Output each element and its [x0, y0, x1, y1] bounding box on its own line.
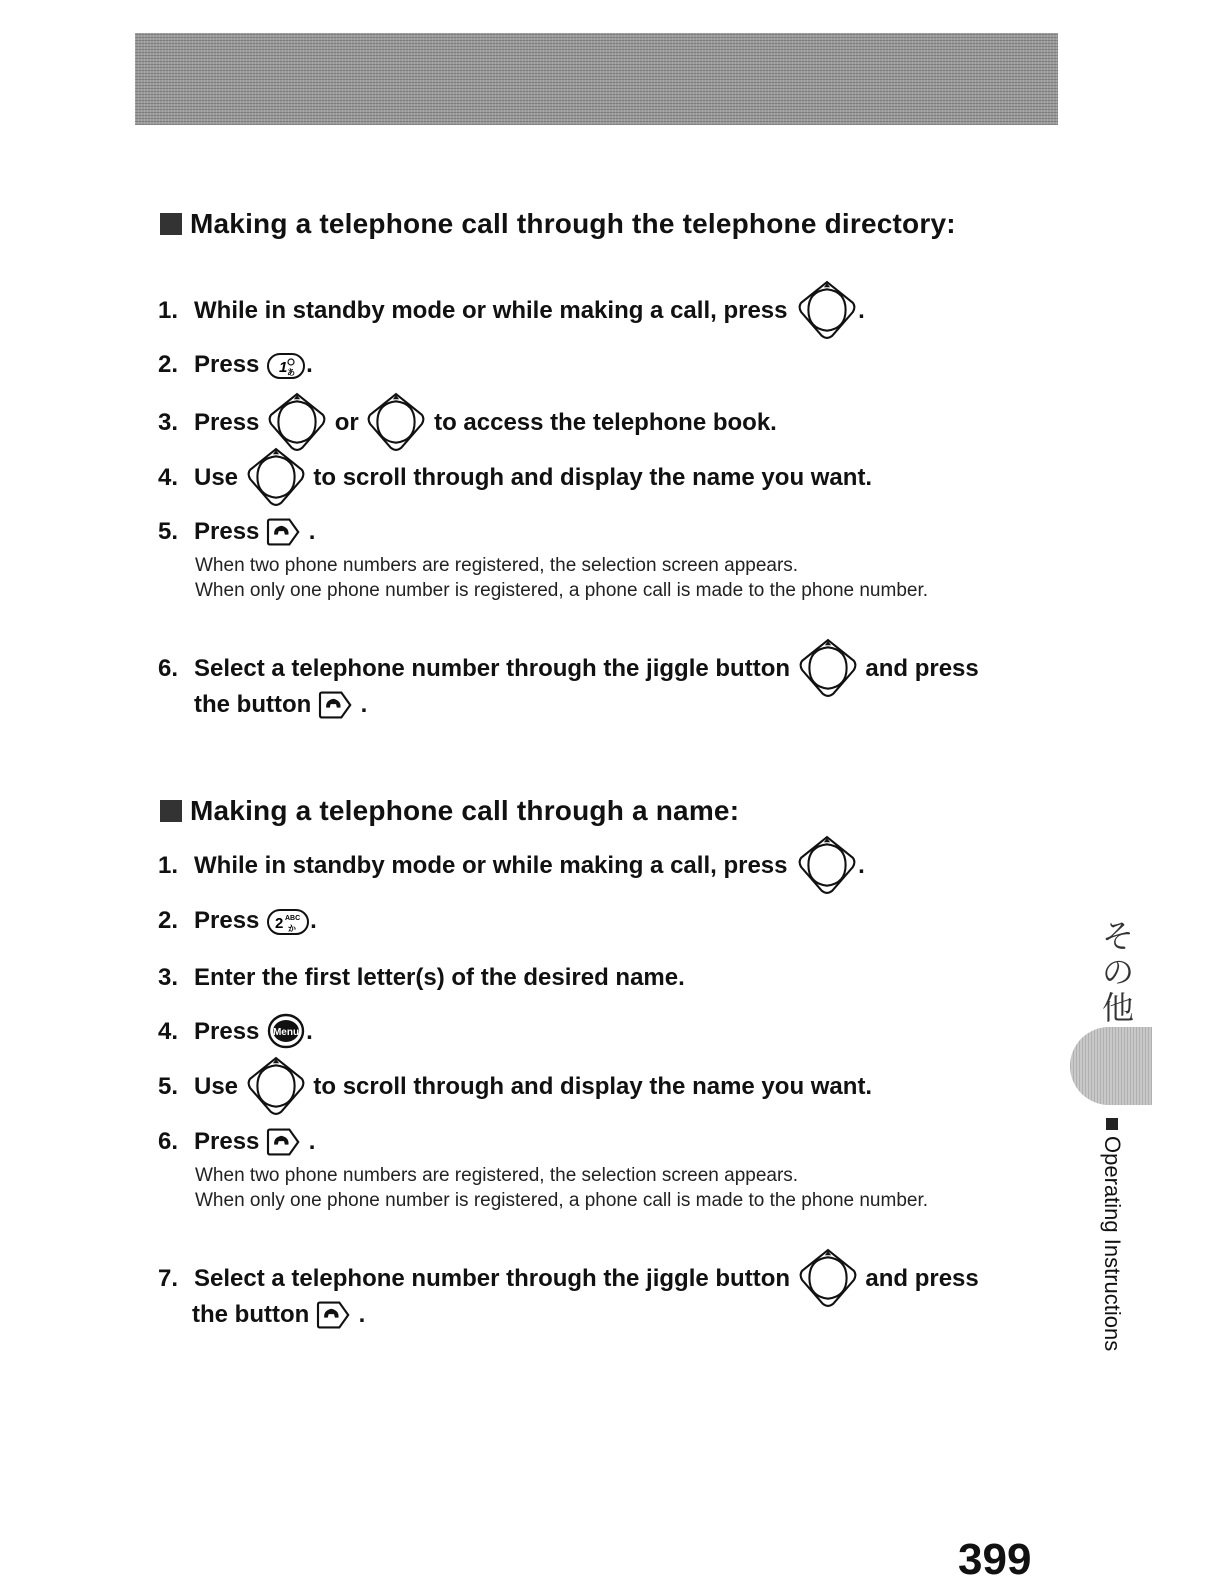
section-2-title: Making a telephone call through a name:	[160, 795, 739, 827]
svg-text:か: か	[288, 923, 297, 933]
jiggle-button-icon	[245, 1055, 307, 1117]
svg-text:1: 1	[279, 358, 288, 376]
s2-step-1: 1. While in standby mode or while making a call, press .	[158, 851, 865, 881]
bullet-square-icon	[1106, 1118, 1118, 1130]
jiggle-button-icon	[796, 834, 858, 896]
jiggle-button-icon	[797, 637, 859, 699]
s2-step-2: 2. Press 2 ABC か .	[158, 907, 317, 934]
svg-text:あ: あ	[287, 367, 296, 377]
s2-step-7-line2: the button .	[192, 1300, 365, 1330]
s2-step-6: 6. Press .	[158, 1127, 315, 1157]
s2-step-3: 3. Enter the first letter(s) of the desired name.	[158, 964, 685, 991]
s2-step-4: 4. Press Menu .	[158, 1017, 313, 1047]
sidebar-section-label: Operating Instructions	[1099, 1118, 1125, 1351]
call-key-icon	[318, 689, 354, 721]
s2-step-7: 7. Select a telephone number through the jiggle button and press	[158, 1264, 979, 1294]
s1-step-5: 5. Press .	[158, 517, 315, 547]
s1-step-4: 4. Use to scroll through and display the name you want.	[158, 463, 872, 493]
svg-text:2: 2	[275, 914, 284, 932]
bullet-square-icon	[160, 800, 182, 822]
section-1-title: Making a telephone call through the telephone directory:	[160, 208, 956, 240]
s2-step-6-note: When two phone numbers are registered, the selection screen appears. When only one phone number is registered, a phone call is made to the phone number.	[195, 1165, 929, 1211]
sidebar-japanese-label: そ の 他	[1101, 917, 1134, 1027]
sidebar-tab-marker	[1070, 1027, 1152, 1105]
s1-step-3: 3. Press or to access the telephone book.	[158, 408, 777, 438]
jiggle-up-icon	[266, 391, 328, 453]
call-key-icon	[316, 1299, 352, 1331]
svg-text:Menu: Menu	[273, 1026, 300, 1038]
jiggle-down-icon	[365, 391, 427, 453]
s1-step-5-note: When two phone numbers are registered, the selection screen appears. When only one phone number is registered, a phone call is made to the phone number.	[195, 555, 929, 601]
s1-step-1: 1. While in standby mode or while making a call, press .	[158, 296, 865, 326]
call-key-icon	[266, 516, 302, 548]
page-number: 399	[958, 1535, 1032, 1584]
header-band	[135, 33, 1058, 125]
s1-step-6-line2: the button .	[194, 690, 367, 720]
menu-key-icon	[266, 1012, 306, 1050]
jiggle-button-icon	[797, 1247, 859, 1309]
call-key-icon	[266, 1126, 302, 1158]
key-1-icon	[266, 352, 306, 380]
s1-step-6: 6. Select a telephone number through the jiggle button and press	[158, 654, 979, 684]
s2-step-5: 5. Use to scroll through and display the name you want.	[158, 1072, 872, 1102]
key-2-icon	[266, 908, 310, 936]
s1-step-2: 2. Press 1 あ .	[158, 351, 313, 378]
jiggle-button-icon	[796, 279, 858, 341]
jiggle-button-icon	[245, 446, 307, 508]
bullet-square-icon	[160, 213, 182, 235]
svg-text:ABC: ABC	[285, 914, 301, 922]
